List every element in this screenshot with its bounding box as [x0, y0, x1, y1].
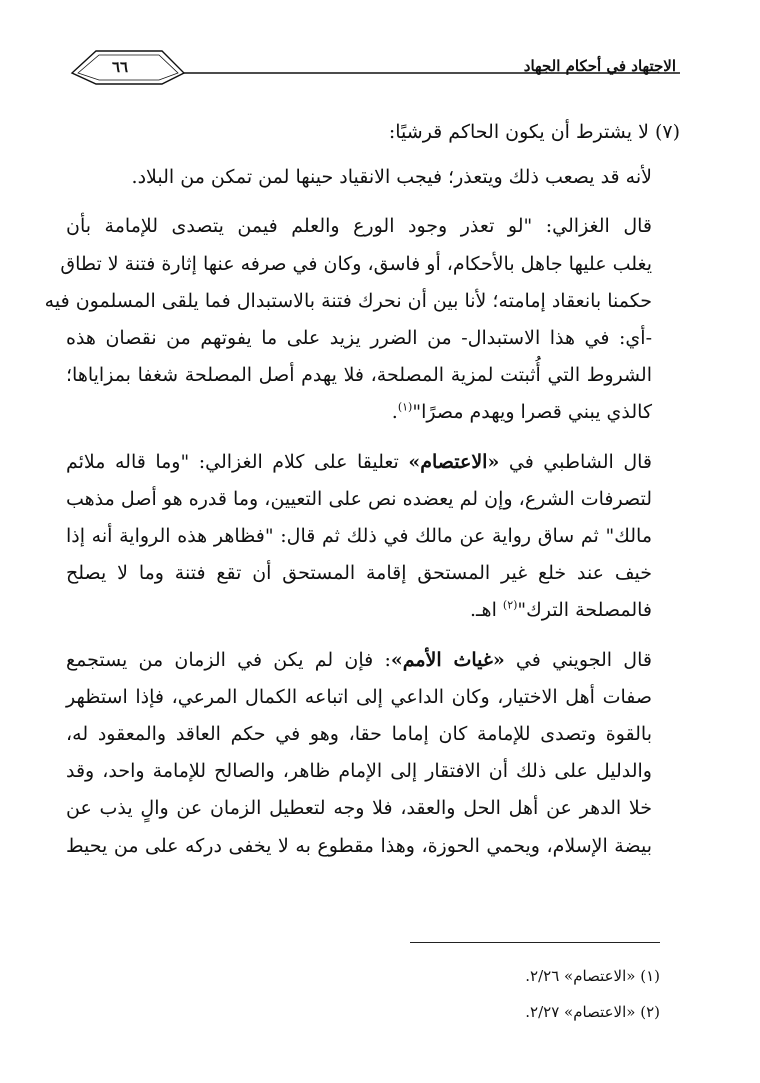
text-line: صفات أهل الاختيار، وكان الداعي إلى اتباعه الكمال المرعي، فإذا استظهر — [66, 685, 652, 708]
text-fragment: كالذي يبني قصرا ويهدم مصرًا" — [412, 401, 652, 424]
text-line: لتصرفات الشرع، وإن لم يعضده نص على التعيين، وما قدره هو أصل مذهب — [66, 487, 652, 510]
text-line: والدليل على ذلك أن الافتقار إلى الإمام ظاهر، والصالح للإمامة واحد، وقد — [66, 760, 652, 783]
page-number: ٦٦ — [111, 58, 129, 76]
footnote-divider — [410, 942, 660, 943]
text-fragment: فالمصلحة الترك" — [517, 599, 652, 622]
text-fragment: تعليقا على كلام الغزالي: "وما قاله ملائم — [66, 450, 409, 473]
text-line — [66, 592, 680, 629]
text-line: خلا الدهر عن أهل الحل والعقد، فلا وجه لتعطيل الزمان عن والٍ يذب عن — [66, 797, 652, 820]
footnote-ref: (٢) — [502, 599, 518, 613]
section-heading — [66, 114, 680, 151]
text-line: الشروط التي أُثبتت لمزية المصلحة، فلا يهدم أصل المصلحة شغفا بمزاياها؛ — [66, 364, 652, 387]
footnote-1: (١) «الاعتصام» ٢/٢٦. — [525, 967, 660, 985]
text-fragment: قال الجويني في — [504, 648, 652, 671]
text-line: -أي: في هذا الاستبدال- من الضرر يزيد على ما يفوتهم من نقصان هذه — [66, 327, 652, 350]
text-line: لأنه قد يصعب ذلك ويتعذر؛ فيجب الانقياد حينها لمن تمكن من البلاد. — [131, 166, 652, 189]
paragraph-ghazali — [44, 208, 680, 431]
paragraph-juwayni — [66, 642, 680, 865]
paragraph-1 — [66, 159, 680, 196]
text-fragment: اهـ. — [469, 599, 503, 622]
text-fragment: قال الشاطبي في — [499, 450, 652, 473]
running-title: الاجتهاد في أحكام الجهاد — [523, 57, 676, 75]
page-header — [66, 40, 680, 88]
text-line: مالك" ثم ساق رواية عن مالك في ذلك ثم قال: "فظاهر هذه الرواية أنه إذا — [66, 525, 652, 548]
footnotes — [66, 958, 680, 1030]
text-line — [66, 444, 680, 481]
text-line: بالقوة وتصدى للإمامة كان إماما حقا، وهو في حكم العاقد والمعقود له، — [66, 723, 652, 746]
main-text — [44, 114, 680, 877]
text-line: حكمنا بانعقاد إمامته؛ لأنا بين أن نحرك فتنة بالاستبدال فما يلقى المسلمون فيه — [44, 289, 652, 312]
text-line: خيف عند خلع غير المستحق إقامة المستحق أن تقع فتنة وما لا يصلح — [66, 562, 652, 585]
text-line: كالذي يبني قصرا ويهدم مصرًا"$^{(١)}$. — [391, 401, 652, 424]
text-line: يغلب عليها جاهل بالأحكام، أو فاسق، وكان في صرفه عنها إثارة فتنة لا تطاق — [60, 252, 652, 275]
text-line: بيضة الإسلام، ويحمي الحوزة، وهذا مقطوع به لا يخفى دركه على من يحيط — [66, 834, 652, 857]
heading-line: (٧) لا يشترط أن يكون الحاكم قرشيًا: — [388, 121, 680, 143]
text-fragment: : فإن لم يكن في الزمان من يستجمع — [66, 648, 391, 671]
footnote-2: (٢) «الاعتصام» ٢/٢٧. — [525, 1003, 660, 1021]
book-title: «الاعتصام» — [408, 450, 500, 473]
text-line — [66, 642, 680, 679]
text-line: قال الغزالي: "لو تعذر وجود الورع والعلم فيمن يتصدى للإمامة بأن — [66, 215, 652, 238]
book-title: «غياث الأمم» — [390, 648, 505, 671]
paragraph-shatibi — [66, 444, 680, 630]
footnote-ref: (١) — [397, 401, 413, 415]
